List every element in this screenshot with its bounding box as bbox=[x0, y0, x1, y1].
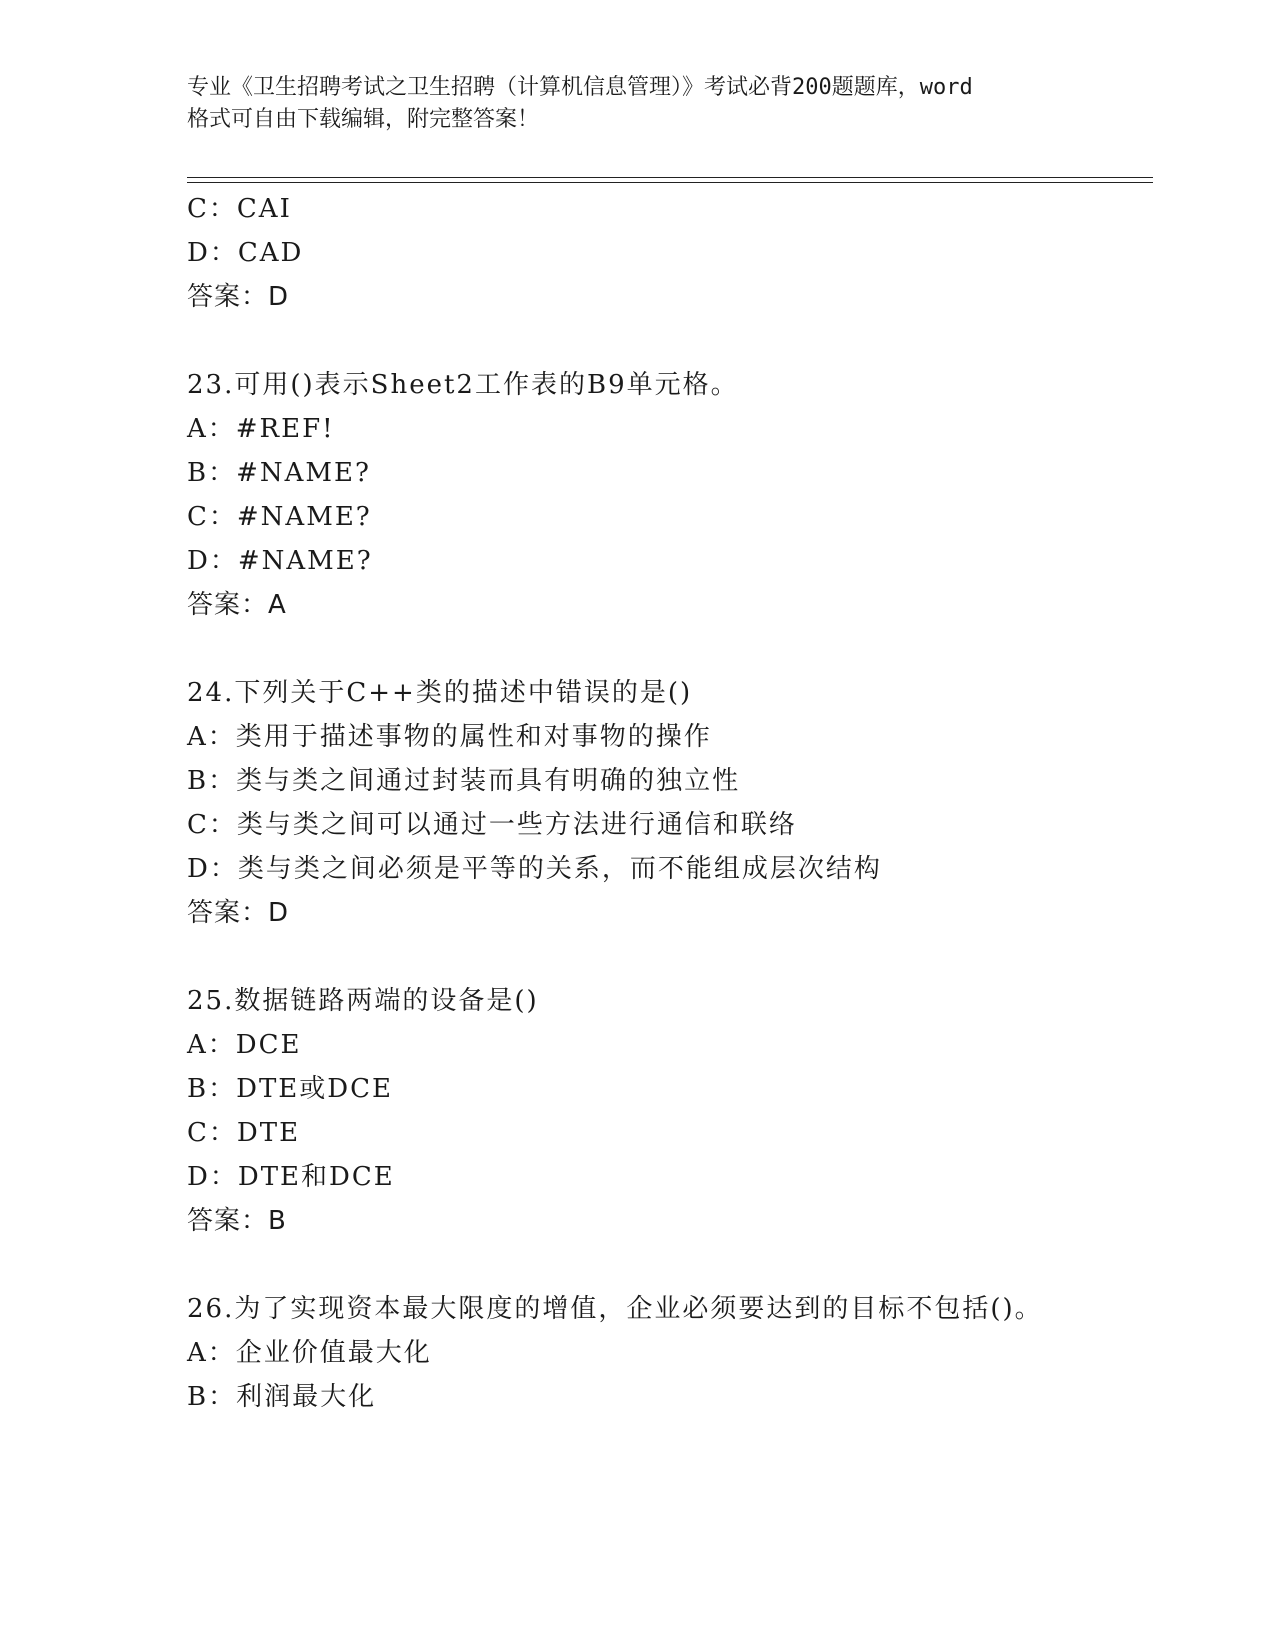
option-a: A：DCE bbox=[187, 1030, 302, 1060]
question-stem-25: 25.数据链路两端的设备是() bbox=[187, 986, 539, 1016]
option-a: A：类用于描述事物的属性和对事物的操作 bbox=[187, 722, 712, 752]
option-b: B：类与类之间通过封装而具有明确的独立性 bbox=[187, 766, 741, 796]
option-a: A：企业价值最大化 bbox=[187, 1338, 432, 1368]
header-line-1: 专业《卫生招聘考试之卫生招聘（计算机信息管理）》考试必背200题题库，word bbox=[187, 75, 973, 100]
question-stem-23: 23.可用()表示Sheet2工作表的B9单元格。 bbox=[187, 370, 739, 400]
question-stem-26: 26.为了实现资本最大限度的增值，企业必须要达到的目标不包括()。 bbox=[187, 1294, 1043, 1324]
option-d: D：类与类之间必须是平等的关系，而不能组成层次结构 bbox=[187, 854, 882, 884]
answer-line: 答案：B bbox=[187, 1206, 287, 1236]
option-c: C：#NAME? bbox=[187, 502, 372, 532]
option-b: B：利润最大化 bbox=[187, 1382, 377, 1412]
answer-line: 答案：D bbox=[187, 898, 290, 928]
option-d: D：CAD bbox=[187, 238, 304, 268]
option-d: D：DTE和DCE bbox=[187, 1162, 395, 1192]
document-header bbox=[187, 72, 1087, 136]
option-c: C：CAI bbox=[187, 194, 292, 224]
answer-line: 答案：A bbox=[187, 590, 287, 620]
question-stem-24: 24.下列关于C++类的描述中错误的是() bbox=[187, 678, 693, 708]
option-a: A：#REF! bbox=[187, 414, 335, 444]
answer-line: 答案：D bbox=[187, 282, 290, 312]
option-c: C：类与类之间可以通过一些方法进行通信和联络 bbox=[187, 810, 797, 840]
option-c: C：DTE bbox=[187, 1118, 301, 1148]
header-rule-top bbox=[187, 177, 1153, 178]
option-b: B：#NAME? bbox=[187, 458, 371, 488]
option-d: D：#NAME? bbox=[187, 546, 373, 576]
option-b: B：DTE或DCE bbox=[187, 1074, 393, 1104]
header-rule-bottom bbox=[187, 182, 1153, 183]
header-line-2: 格式可自由下载编辑，附完整答案！ bbox=[187, 107, 540, 132]
